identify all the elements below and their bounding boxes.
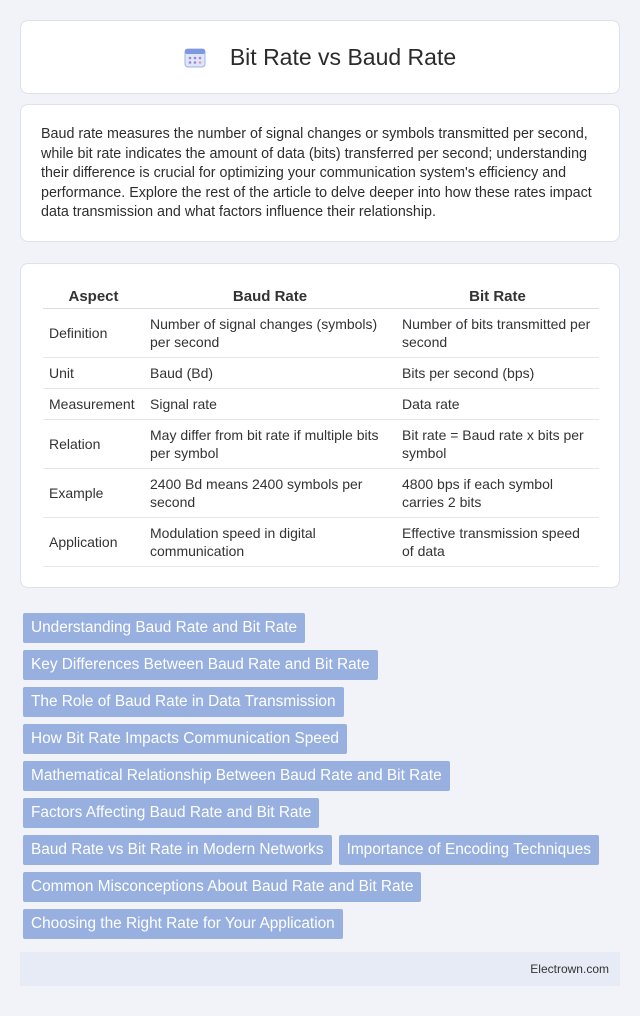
- cell-baud: Number of signal changes (symbols) per second: [144, 309, 396, 358]
- cell-bit: Bit rate = Baud rate x bits per symbol: [396, 420, 599, 469]
- cell-aspect: Measurement: [43, 389, 144, 420]
- cell-aspect: Example: [43, 469, 144, 518]
- table-row: [43, 389, 599, 420]
- cell-baud: 2400 Bd means 2400 symbols per second: [144, 469, 396, 518]
- cell-aspect: Application: [43, 518, 144, 567]
- cell-aspect: Definition: [43, 309, 144, 358]
- link-understanding-baud-bit-rate[interactable]: Understanding Baud Rate and Bit Rate: [23, 613, 305, 643]
- table-row: [43, 358, 599, 389]
- cell-bit: 4800 bps if each symbol carries 2 bits: [396, 469, 599, 518]
- cell-bit: Bits per second (bps): [396, 358, 599, 389]
- header-baud-rate: Baud Rate: [144, 284, 396, 309]
- cell-baud: Modulation speed in digital communication: [144, 518, 396, 567]
- link-encoding-techniques[interactable]: Importance of Encoding Techniques: [339, 835, 599, 865]
- header-card: [20, 20, 620, 94]
- link-modern-networks[interactable]: Baud Rate vs Bit Rate in Modern Networks: [23, 835, 332, 865]
- header-bit-rate: Bit Rate: [396, 284, 599, 309]
- link-common-misconceptions[interactable]: Common Misconceptions About Baud Rate and Bit Rate: [23, 872, 421, 902]
- table-row: [43, 518, 599, 567]
- table-row: [43, 469, 599, 518]
- link-factors-affecting[interactable]: Factors Affecting Baud Rate and Bit Rate: [23, 798, 319, 828]
- link-mathematical-relationship[interactable]: Mathematical Relationship Between Baud Rate and Bit Rate: [23, 761, 450, 791]
- table-row: [43, 420, 599, 469]
- intro-paragraph: Baud rate measures the number of signal changes or symbols transmitted per second, while bit rate indicates the amount of data (bits) transferred per second; understanding their difference is crucial for optimizing your communication system's efficiency and performance. Explore the rest of the article to delve deeper into how these rates impact data transmission and what factors influence their relationship.: [41, 126, 592, 221]
- cell-baud: Signal rate: [144, 389, 396, 420]
- cell-baud: May differ from bit rate if multiple bits per symbol: [144, 420, 396, 469]
- link-choosing-right-rate[interactable]: Choosing the Right Rate for Your Application: [23, 909, 343, 939]
- cell-aspect: Relation: [43, 420, 144, 469]
- cell-bit: Effective transmission speed of data: [396, 518, 599, 567]
- footer-brand: Electrown.com: [530, 962, 609, 976]
- page-title: Bit Rate vs Baud Rate: [229, 43, 457, 70]
- cell-aspect: Unit: [43, 358, 144, 389]
- link-bit-rate-communication-speed[interactable]: How Bit Rate Impacts Communication Speed: [23, 724, 347, 754]
- link-role-of-baud-rate[interactable]: The Role of Baud Rate in Data Transmission: [23, 687, 344, 717]
- comparison-table-card: [20, 263, 620, 588]
- link-key-differences[interactable]: Key Differences Between Baud Rate and Bit Rate: [23, 650, 378, 680]
- calendar-grid-icon: [184, 46, 206, 68]
- cell-bit: Number of bits transmitted per second: [396, 309, 599, 358]
- table-header-row: [43, 284, 599, 309]
- intro-card: [20, 104, 620, 242]
- footer: [20, 952, 620, 986]
- table-row: [43, 309, 599, 358]
- cell-baud: Baud (Bd): [144, 358, 396, 389]
- comparison-table: [43, 284, 599, 567]
- cell-bit: Data rate: [396, 389, 599, 420]
- header-aspect: Aspect: [43, 284, 144, 309]
- related-links: [23, 613, 623, 946]
